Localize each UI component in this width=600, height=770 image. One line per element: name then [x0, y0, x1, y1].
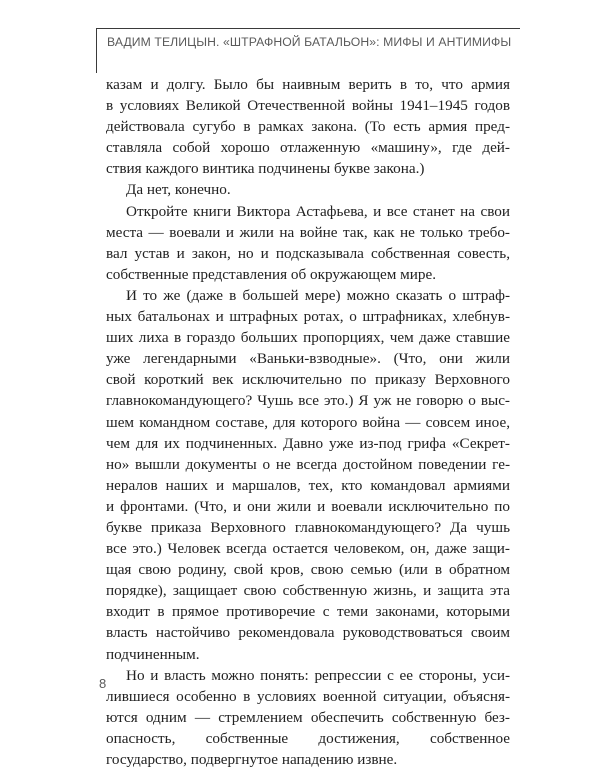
text-line: и фронтами. (Что, и они жили и воевали исключительно по: [106, 497, 510, 515]
text-line: чем для их подчиненных. Давно уже из-под грифа «Секрет-: [106, 434, 510, 452]
text-line: букве приказа Верховного главнокомандующего? Да чушь: [106, 518, 510, 536]
text-line: казам и долгу. Было бы наивным верить в то, что армия: [106, 76, 510, 93]
text-line: действовала сугубо в рамках закона. (То есть армия пред-: [106, 118, 510, 136]
text-line: вал устав и закон, но и подсказывала собственная совесть,: [106, 244, 510, 262]
text-line: но» вышли документы о не всегда достойном поведении ге-: [106, 455, 510, 473]
text-line: подчиненным.: [106, 645, 200, 663]
text-line: ствия каждого винтика подчинены букве закона.): [106, 160, 425, 178]
running-head: ВАДИМ ТЕЛИЦЫН. «ШТРАФНОЙ БАТАЛЬОН»: МИФЫ И АНТИМИФЫ: [107, 35, 512, 49]
text-line: лившиеся особенно в условиях военной ситуации, объясня-: [106, 687, 510, 705]
text-line: собственные представления об окружающем мире.: [106, 265, 437, 283]
text-line: ших лиха в гораздо больших пропорциях, чем даже ставшие: [106, 329, 510, 347]
text-line: свой короткий век исключительно по приказу Верховного: [106, 371, 510, 389]
header-vertical-rule: [96, 28, 97, 73]
text-line: Да нет, конечно.: [126, 181, 231, 199]
text-line: Но и власть можно понять: репрессии с ее стороны, уси-: [126, 666, 510, 684]
text-line: И то же (даже в большей мере) можно сказать о штраф-: [126, 286, 510, 304]
page-number: 8: [99, 676, 107, 691]
text-line: ставляла собой хорошо отлаженную «машину», где дей-: [106, 139, 510, 157]
text-line: все это.) Человек всегда остается человеком, он, даже защи-: [106, 540, 510, 558]
text-line: ных батальонах и штрафных ротах, о штрафниках, хлебнув-: [106, 308, 510, 326]
text-line: государство, подвергнутое нападению извне.: [106, 751, 398, 768]
header-rule: [96, 28, 520, 29]
text-line: уже легендарными «Ваньки-взводные». (Что, они жили: [106, 350, 510, 368]
text-line: нералов наших и маршалов, тех, кто командовал армиями: [106, 476, 510, 494]
body-text: [106, 74, 510, 770]
text-line: ются одним — стремлением обеспечить собственную без-: [106, 708, 510, 726]
text-line: опасность, собственные достижения, собственное: [106, 729, 510, 747]
text-line: Откройте книги Виктора Астафьева, и все станет на свои: [126, 202, 510, 220]
text-line: порядке), защищает свою собственную жизнь, и защита эта: [106, 582, 510, 600]
text-line: главнокомандующего? Чушь все это.) Я уж не говорю о выс-: [106, 392, 510, 410]
text-line: места — воевали и жили на войне так, как не только требо-: [106, 223, 510, 241]
text-line: в условиях Великой Отечественной войны 1941–1945 годов: [106, 97, 510, 115]
text-line: щая свою родину, свой кров, свою семью (или в обратном: [106, 561, 510, 579]
text-line: власть настойчиво рекомендовала руководствоваться своим: [106, 624, 510, 642]
text-line: входит в прямое противоречие с теми законами, которыми: [106, 603, 510, 621]
text-line: шем командном составе, для которого война — совсем иное,: [106, 413, 510, 431]
